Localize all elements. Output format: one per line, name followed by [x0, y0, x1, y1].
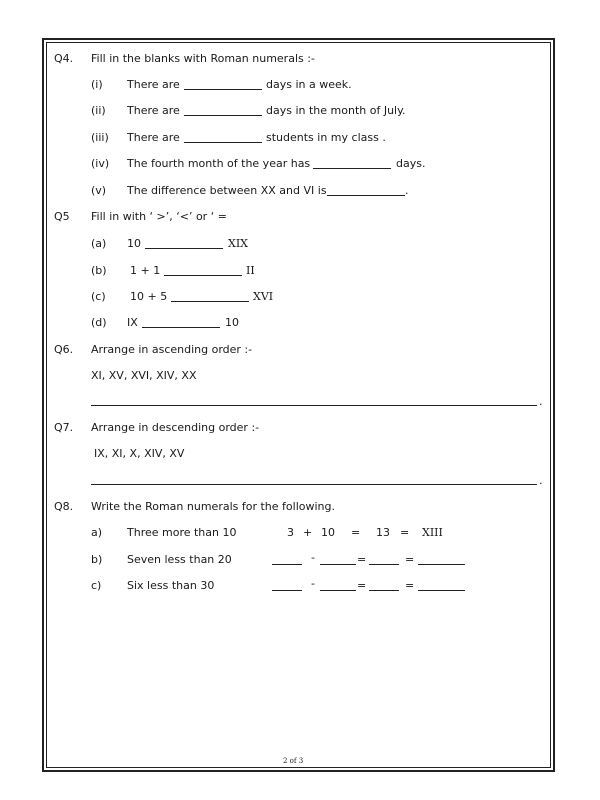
answer-line[interactable]	[91, 484, 537, 485]
answer-blank[interactable]	[164, 275, 242, 276]
q8-operator: -	[311, 551, 315, 564]
q4-item-text: days in a week.	[266, 78, 352, 91]
q8-item-text: Seven less than 20	[127, 553, 232, 566]
q8-equals: =	[357, 579, 367, 592]
q8-item-label: b)	[91, 553, 103, 566]
answer-blank[interactable]	[145, 248, 223, 249]
q8-operator: -	[311, 577, 315, 590]
answer-blank[interactable]	[313, 168, 391, 169]
q4-item-text: There are	[127, 78, 180, 91]
q8-result: 13	[376, 526, 390, 539]
q7-number: Q7.	[54, 421, 74, 434]
answer-blank[interactable]	[184, 89, 262, 90]
q4-item-text: The fourth month of the year has	[127, 157, 311, 170]
answer-blank[interactable]	[418, 590, 465, 591]
q5-item-label: (c)	[91, 290, 106, 303]
page-number: 2 of 3	[283, 757, 304, 765]
q8-equals: =	[405, 579, 415, 592]
q4-instruction: Fill in the blanks with Roman numerals :-	[91, 52, 315, 65]
answer-blank[interactable]	[184, 115, 262, 116]
q5-item-label: (b)	[91, 264, 107, 277]
q6-instruction: Arrange in ascending order :-	[91, 343, 253, 356]
q8-equals: =	[405, 553, 415, 566]
q5-item-left: IX	[127, 316, 138, 329]
answer-blank[interactable]	[320, 564, 356, 565]
q8-operand: 3	[287, 526, 294, 539]
q5-number: Q5	[54, 210, 70, 223]
q6-number: Q6.	[54, 343, 74, 356]
q8-instruction: Write the Roman numerals for the following.	[91, 500, 335, 513]
answer-blank[interactable]	[369, 590, 399, 591]
q4-item-text: There are	[127, 104, 180, 117]
q8-number: Q8.	[54, 500, 74, 513]
q7-numbers: IX, XI, X, XIV, XV	[94, 447, 185, 460]
q5-item-left: 10 + 5	[130, 290, 168, 303]
answer-line[interactable]	[91, 405, 537, 406]
answer-blank[interactable]	[320, 590, 356, 591]
q6-numbers: XI, XV, XVI, XIV, XX	[91, 369, 197, 382]
q5-item-left: 10	[127, 237, 141, 250]
q8-item-label: c)	[91, 579, 102, 592]
q4-item-text: There are	[127, 131, 180, 144]
q8-item-label: a)	[91, 526, 103, 539]
q8-roman: XIII	[422, 526, 443, 539]
q8-equals: =	[351, 526, 361, 539]
q4-item-label: (i)	[91, 78, 103, 91]
answer-blank[interactable]	[327, 195, 405, 196]
q5-item-right: 10	[225, 316, 239, 329]
q4-item-text: .	[405, 184, 409, 197]
q5-item-right: XVI	[253, 290, 274, 303]
answer-blank[interactable]	[272, 564, 302, 565]
q5-item-right: XIX	[228, 237, 249, 250]
q8-equals: =	[357, 553, 367, 566]
q4-item-text: days.	[396, 157, 426, 170]
answer-blank[interactable]	[272, 590, 302, 591]
q8-operand: 10	[321, 526, 335, 539]
q4-item-text: students in my class .	[266, 131, 386, 144]
q4-item-label: (ii)	[91, 104, 106, 117]
q6-line-end: .	[539, 395, 543, 408]
q4-item-label: (iii)	[91, 131, 109, 144]
q4-item-text: The difference between XX and VI is	[127, 184, 327, 197]
q7-line-end: .	[539, 474, 543, 487]
answer-blank[interactable]	[418, 564, 465, 565]
q4-item-text: days in the month of July.	[266, 104, 406, 117]
q8-item-text: Three more than 10	[127, 526, 237, 539]
q5-instruction: Fill in with ‘ >’, ‘<’ or ‘ =	[91, 210, 227, 223]
answer-blank[interactable]	[171, 301, 249, 302]
q4-item-label: (iv)	[91, 157, 110, 170]
q8-operator: +	[303, 526, 313, 539]
q5-item-label: (d)	[91, 316, 107, 329]
q5-item-left: 1 + 1	[130, 264, 161, 277]
q7-instruction: Arrange in descending order :-	[91, 421, 260, 434]
answer-blank[interactable]	[184, 142, 262, 143]
answer-blank[interactable]	[369, 564, 399, 565]
q5-item-right: II	[246, 264, 255, 277]
answer-blank[interactable]	[142, 327, 220, 328]
q8-equals: =	[400, 526, 410, 539]
q5-item-label: (a)	[91, 237, 107, 250]
q4-item-label: (v)	[91, 184, 107, 197]
q4-number: Q4.	[54, 52, 74, 65]
q8-item-text: Six less than 30	[127, 579, 215, 592]
